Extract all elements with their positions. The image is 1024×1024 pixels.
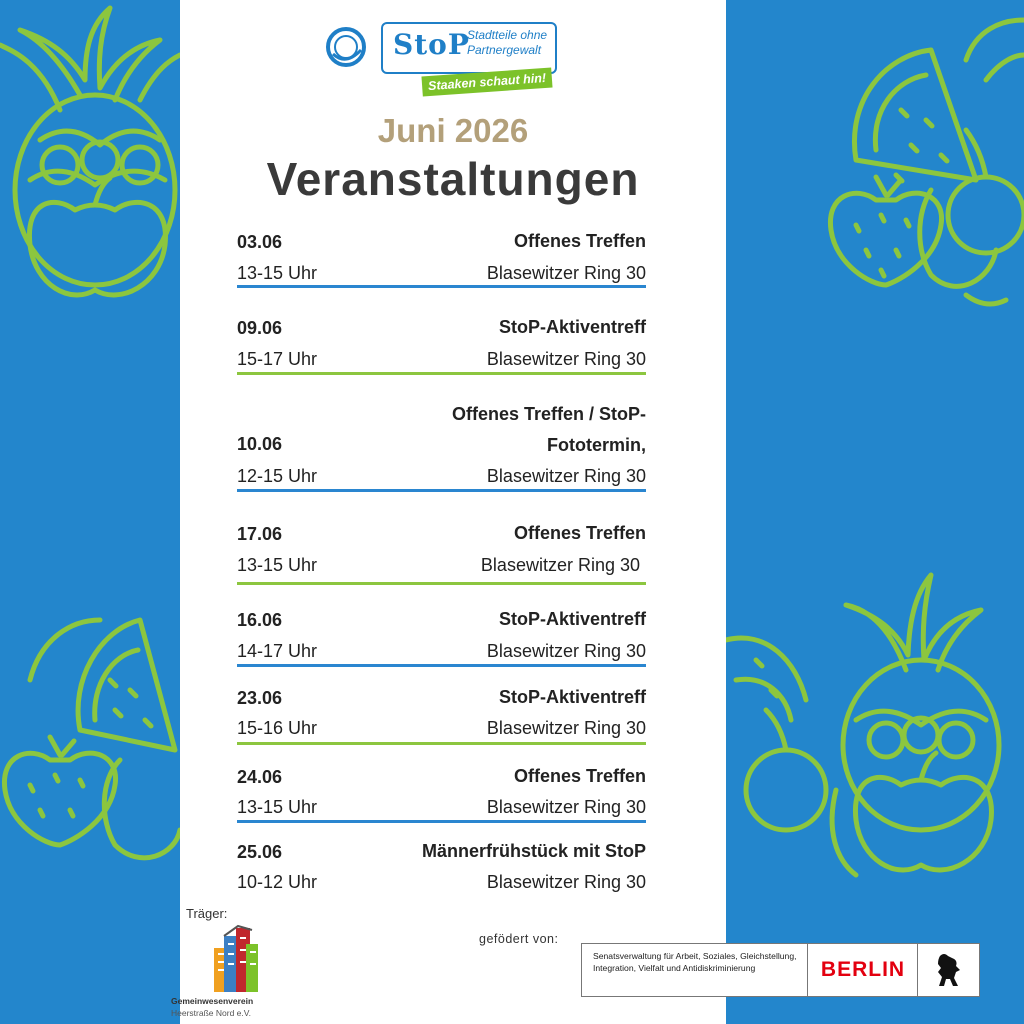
event-date: 09.06 <box>237 318 283 338</box>
senate-logo-box <box>581 943 809 997</box>
event-item <box>237 314 646 376</box>
event-date: 10.06 <box>237 434 283 454</box>
fruit-decoration-bottom-left <box>0 580 180 900</box>
event-divider <box>237 489 646 492</box>
event-title: Offenes Treffen <box>513 523 646 543</box>
event-divider <box>237 372 646 375</box>
fruit-decoration-top-left <box>0 0 180 330</box>
event-item <box>237 838 646 900</box>
event-time: 13-15 Uhr <box>237 263 318 283</box>
page-title: Veranstaltungen <box>266 153 640 205</box>
event-location: Blasewitzer Ring 30 <box>480 555 640 575</box>
event-divider <box>237 582 646 585</box>
senate-name: Senatsverwaltung für Arbeit, Soziales, Gleichstellung, Integration, Vielfalt und Antidiskriminierung <box>593 951 797 973</box>
event-location: Blasewitzer Ring 30 <box>486 349 646 369</box>
event-location: Blasewitzer Ring 30 <box>486 641 646 661</box>
stop-subtitle: Stadtteile ohne Partnergewalt <box>467 28 548 57</box>
event-time: 10-12 Uhr <box>237 872 318 892</box>
event-time: 15-16 Uhr <box>237 718 318 738</box>
event-date: 24.06 <box>237 767 283 787</box>
stop-circle-icon <box>325 26 367 68</box>
event-time: 13-15 Uhr <box>237 797 318 817</box>
org-subtitle: Heerstraße Nord e.V. <box>171 1008 251 1018</box>
event-date: 23.06 <box>237 688 283 708</box>
event-title: Offenes Treffen <box>513 231 646 251</box>
event-item <box>237 606 646 668</box>
event-item <box>237 520 646 586</box>
event-title: Männerfrühstück mit StoP <box>421 841 646 861</box>
berlin-bear-box <box>917 943 980 997</box>
event-location: Blasewitzer Ring 30 <box>486 797 646 817</box>
event-date: 16.06 <box>237 610 283 630</box>
stop-logo-box <box>381 22 557 74</box>
event-divider <box>237 664 646 667</box>
event-item <box>237 684 646 746</box>
event-time: 12-15 Uhr <box>237 466 318 486</box>
stop-brand: StoP <box>393 28 470 61</box>
event-time: 14-17 Uhr <box>237 641 318 661</box>
event-item <box>237 400 646 494</box>
berlin-wordmark: BERLIN <box>820 958 906 981</box>
stop-logo <box>325 20 565 102</box>
funded-by-label: gefödert von: <box>479 932 559 946</box>
event-title: Offenes Treffen / StoP-Fototermin, <box>451 404 646 455</box>
event-date: 17.06 <box>237 524 283 544</box>
event-location: Blasewitzer Ring 30 <box>486 872 646 892</box>
fruit-decoration-bottom-right <box>726 570 1024 900</box>
event-title: StoP-Aktiventreff <box>498 609 646 629</box>
event-time: 15-17 Uhr <box>237 349 318 369</box>
event-location: Blasewitzer Ring 30 <box>486 718 646 738</box>
event-location: Blasewitzer Ring 30 <box>486 263 646 283</box>
gemeinwesenverein-logo-icon <box>208 924 262 992</box>
event-title: Offenes Treffen <box>513 766 646 786</box>
event-item <box>237 228 646 290</box>
event-divider <box>237 742 646 745</box>
org-name: Gemeinwesenverein <box>171 996 254 1006</box>
event-location: Blasewitzer Ring 30 <box>486 466 646 486</box>
event-item <box>237 763 646 825</box>
month-heading: Juni 2026 <box>377 112 529 149</box>
berlin-logo-box <box>807 943 919 997</box>
stop-slogan: Staaken schaut hin! <box>421 67 552 96</box>
event-time: 13-15 Uhr <box>237 555 318 575</box>
event-divider <box>237 820 646 823</box>
event-date: 03.06 <box>237 232 283 252</box>
berlin-bear-icon <box>934 952 964 988</box>
event-title: StoP-Aktiventreff <box>498 317 646 337</box>
traeger-label: Träger: <box>186 906 228 921</box>
event-divider <box>237 285 646 288</box>
event-title: StoP-Aktiventreff <box>498 687 646 707</box>
fruit-decoration-top-right <box>726 0 1024 330</box>
event-date: 25.06 <box>237 842 283 862</box>
content-panel <box>180 0 726 1024</box>
